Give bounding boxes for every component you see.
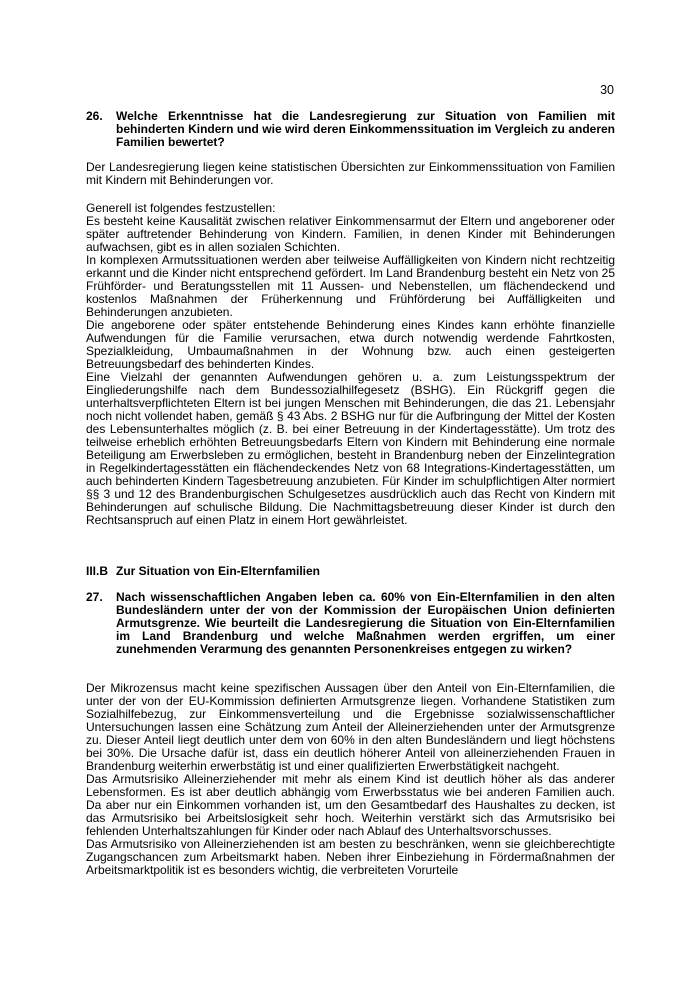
answer-paragraph: Das Armutsrisiko von Alleinerziehenden ist am besten zu beschränken, wenn sie gleichberechtigte Zugangschancen zum Arbeitsmarkt haben. Neben ihrer Einbeziehung in Fördermaßnahmen der Arbeitsmarktpolitik ist es besonders wichtig, die verbreiteten Vorurteile — [86, 837, 615, 877]
answer-paragraph: Generell ist folgendes festzustellen: — [86, 201, 276, 215]
answer-27-body — [86, 682, 615, 877]
answer-paragraph: Eine Vielzahl der genannten Aufwendungen gehören u. a. zum Leistungsspektrum der Eingliederungshilfe nach dem Bundessozialhilfegesetz (BSHG). Ein Rückgriff gegen die unterhaltsverpflichteten Eltern ist bei jungen Menschen mit Behinderungen, die das 21. Lebensjahr noch nicht vollendet haben, gemäß § 43 Abs. 2 BSHG nur für die Aufbringung der Mittel der Kosten des Lebensunterhaltes möglich (z. B. bei einer Betreuung in der Kindertagesstätte). Um trotz des teilweise erheblich erhöhten Betreuungsbedarfs Eltern von Kindern mit Behinderung eine normale Beteiligung am Erwerbsleben zu ermöglichen, besteht in Brandenburg neben der Einzelintegration in Regelkindertagesstätten ein flächendeckendes Netz von 68 Integrations-Kindertagesstätten, um auch behinderten Kindern Tagesbetreuung anzubieten. Für Kinder im schulpflichtigen Alter normiert §§ 3 und 12 des Brandenburgischen Schulgesetzes ausdrücklich auch das Recht von Kindern mit Behinderungen auf schulische Bildung. Die Nachmittagsbetreuung dieser Kinder ist durch den Rechtsanspruch auf einen Platz in einem Hort gewährleistet. — [86, 370, 615, 527]
answer-intro: Der Landesregierung liegen keine statistischen Übersichten zur Einkommenssituation von Familien mit Kindern mit Behinderungen vor. — [86, 160, 615, 187]
question-27 — [86, 591, 615, 656]
answer-26-body — [86, 202, 615, 527]
question-text: Welche Erkenntnisse hat die Landesregierung zur Situation von Familien mit behinderten Kindern und wie wird deren Einkommenssituation im Vergleich zu anderen Familien bewertet? — [116, 109, 615, 149]
question-text: Nach wissenschaftlichen Angaben leben ca. 60% von Ein-Elternfamilien in den alten Bundesländern unter der von der Kommission der Europäischen Union definierten Armutsgrenze. Wie beurteilt die Landesregierung die Situation von Ein-Elternfamilien im Land Brandenburg und welche Maßnahmen werden ergriffen, um einer zunehmenden Verarmung des genannten Personenkreises entgegen zu wirken? — [116, 590, 615, 656]
section-heading — [86, 565, 615, 578]
question-number: 27. — [86, 590, 103, 604]
answer-paragraph: Der Mikrozensus macht keine spezifischen Aussagen über den Anteil von Ein-Elternfamilien, die unter der von der EU-Kommission definierten Armutsgrenze liegen. Vorhandene Statistiken zum Sozialhilfebezug, zur Einkommensverteilung und die Ergebnisse sozialwissenschaftlicher Untersuchungen lassen eine Schätzung zum Anteil der Alleinerziehenden unter der Armutsgrenze zu. Dieser Anteil liegt deutlich unter dem von 60% in den alten Bundesländern und liegt höchstens bei 30%. Die Ursache dafür ist, dass ein deutlich höherer Anteil von alleinerziehenden Frauen in Brandenburg weiterhin erwerbstätig ist und einer qualifizierten Erwerbstätigkeit nachgeht. — [86, 681, 615, 773]
page-number: 30 — [600, 83, 614, 97]
answer-paragraph: Die angeborene oder später entstehende Behinderung eines Kindes kann erhöhte finanzielle Aufwendungen für die Familie verursachen, etwa durch notwendig werdende Fahrtkosten, Spezialkleidung, Umbaumaßnahmen in der Wohnung bzw. auch einen gesteigerten Betreuungsbedarf des behinderten Kindes. — [86, 318, 615, 371]
question-number: 26. — [86, 109, 103, 123]
section-title: Zur Situation von Ein-Elternfamilien — [116, 564, 321, 578]
section-number: III.B — [86, 564, 109, 578]
answer-paragraph: In komplexen Armutssituationen werden aber teilweise Auffälligkeiten von Kindern nicht rechtzeitig erkannt und die Kinder nicht entsprechend gefördert. Im Land Brandenburg besteht ein Netz von 25 Frühförder- und Beratungsstellen mit 11 Aussen- und Nebenstellen, um flächendeckend und kostenlos Maßnahmen der Früherkennung und Frühförderung bei Auffälligkeiten und Behinderungen anzubieten. — [86, 253, 616, 319]
answer-paragraph: Das Armutsrisiko Alleinerziehender mit mehr als einem Kind ist deutlich höher als das anderer Lebensformen. Es ist aber deutlich abhängig vom Erwerbsstatus wie bei anderen Familien auch. Da aber nur ein Einkommen vorhanden ist, um den Gesamtbedarf des Haushaltes zu decken, ist das Armutsrisiko bei Arbeitslosigkeit sehr hoch. Weiterhin verstärkt sich das Armutsrisiko bei fehlenden Unterhaltszahlungen für Kinder oder nach Ablauf des Unterhaltsvorschusses. — [86, 772, 615, 838]
answer-paragraph: Es besteht keine Kausalität zwischen relativer Einkommensarmut der Eltern und angeborener oder später auftretender Behinderung von Kindern. Familien, in denen Kinder mit Behinderungen aufwachsen, gibt es in allen sozialen Schichten. — [86, 214, 615, 254]
question-26 — [86, 110, 615, 149]
